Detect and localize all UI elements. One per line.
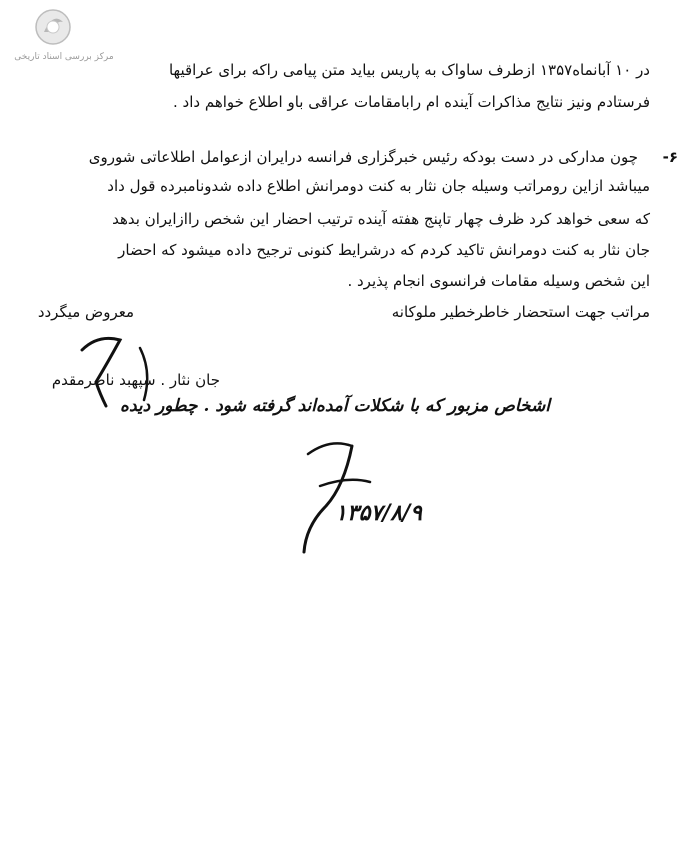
handwritten-note: اشخاص مزبور که با شکلات آمده‌اند گرفته شود . چطور دیده: [120, 396, 550, 416]
paragraph2-line-2: میباشد ازاین رومراتب وسیله جان نثار به کنت دومرانش اطلاع داده شدونامبرده قول داد: [107, 177, 650, 195]
paragraph2-line-3: که سعی خواهد کرد ظرف چهار تاپنج هفته آینده ترتیب احضار این شخص راازایران بدهد: [112, 210, 650, 228]
paragraph2-line-1: چون مدارکی در دست بودکه رئیس خبرگزاری فرانسه درایران ازعوامل اطلاعاتی شوروی: [88, 148, 638, 166]
archive-emblem-icon: [34, 8, 72, 46]
signer-line: جان نثار . سپهبد ناصرمقدم: [51, 371, 220, 389]
paragraph1-line-2: فرستادم ونیز نتایج مذاکرات آینده ام رابامقامات عراقی باو اطلاع خواهم داد .: [173, 93, 650, 111]
submitted-line: معروض میگردد: [37, 303, 134, 321]
paragraph2-line-4: جان نثار به کنت دومرانش تاکید کردم که درشرایط کنونی ترجیح داده میشود که احضار: [118, 241, 650, 259]
paragraph1-line-1: در ۱۰ آبانماه۱۳۵۷ ازطرف ساواک به پاریس بیاید متن پیامی راکه برای عراقیها: [168, 61, 650, 79]
closing-line: مراتب جهت استحضار خاطرخطیر ملوکانه: [391, 303, 650, 321]
handwritten-date: ۱۳۵۷/۸/۹: [335, 500, 422, 526]
item-number: ۶-: [662, 148, 678, 166]
archive-logo: [8, 8, 120, 66]
watermark-text: مرکز بررسی اسناد تاریخی: [14, 52, 114, 62]
paragraph2-line-5: این شخص وسیله مقامات فرانسوی انجام پذیرد .: [347, 272, 650, 290]
